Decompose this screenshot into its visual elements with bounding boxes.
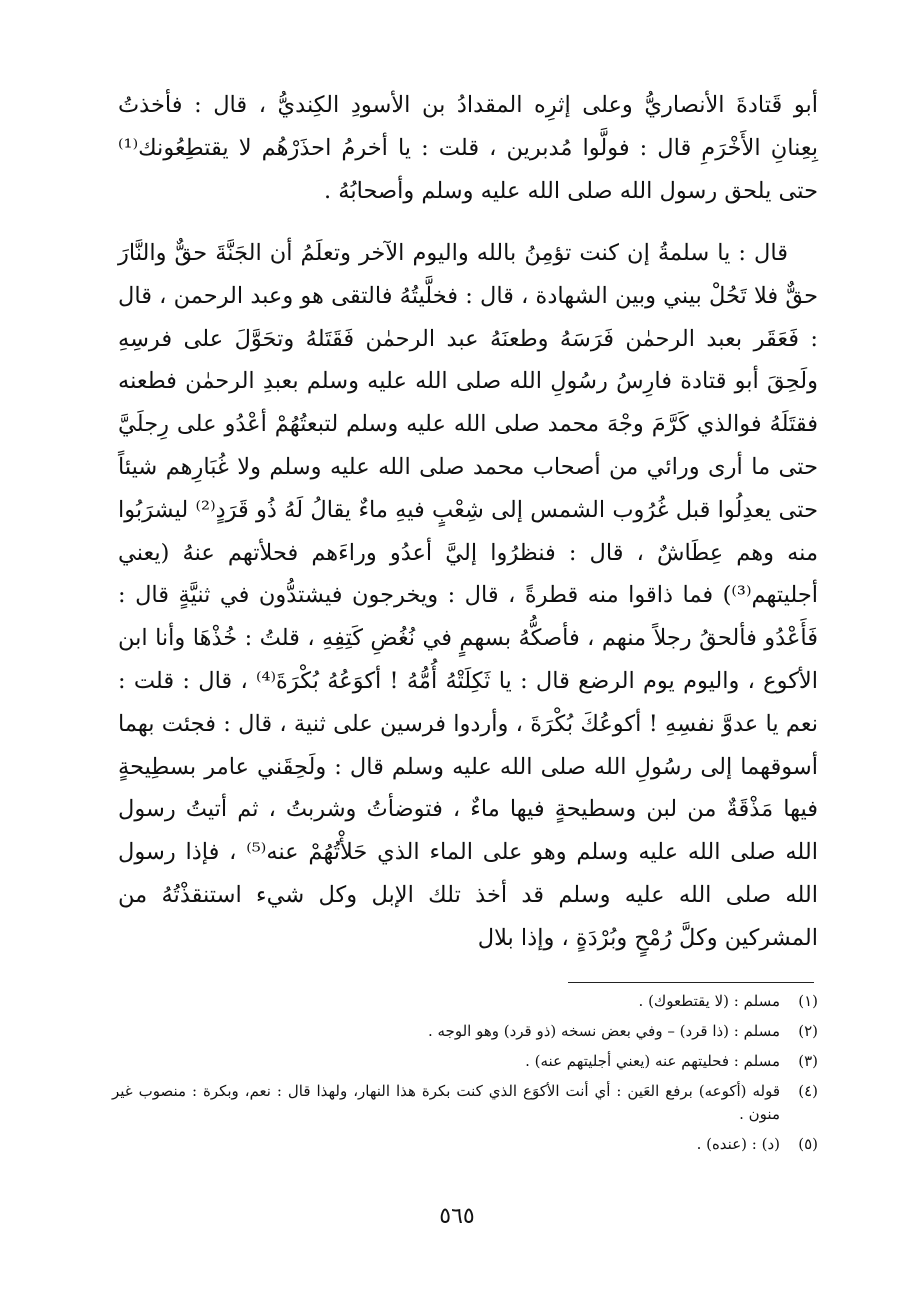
footnote-number: (٤) <box>798 1082 818 1100</box>
footnote-number: (٣) <box>798 1052 818 1070</box>
footnotes-block <box>112 990 818 1163</box>
footnote-3 <box>112 1050 818 1073</box>
footnote-2 <box>112 1020 818 1043</box>
footnote-number: (٢) <box>798 1022 818 1040</box>
footnote-5 <box>112 1133 818 1156</box>
page-number: ٥٦٥ <box>439 1204 475 1229</box>
footnote-separator-rule <box>568 982 814 983</box>
footnote-1 <box>112 990 818 1013</box>
paragraph-2: قال : يا سلمةُ إن كنت تؤمِنُ بالله واليوم الآخر وتعلَمُ أن الجَنَّةَ حقٌّ والنَّارَ حقٌّ فلا تَحُلْ بيني وبين الشهادة ، قال : فخلَّيتُهُ فالتقى هو وعبد الرحمن ، قال : فَعَقَر بعبد الرحمٰن فَرَسَهُ وطعنَهُ عبد الرحمٰن فَقَتَلهُ وتحَوَّلَ على فرسِهِ ولَحِقَ أبو قتادة فارِسُ رسُولِ الله صلى الله عليه وسلم بعبدِ الرحمٰن فطعنه فقتَلَهُ فوالذي كَرَّمَ وجْهَ محمد صلى الله عليه وسلم لتبعتُهُمْ أعْدُو على رِجلَيَّ حتى ما أرى ورائي من أصحاب محمد صلى الله عليه وسلم ولا غُبَارِهم شيئاً حتى يعدِلُوا قبل غُرُوب الشمس إلى شِعْبٍ فيهِ ماءٌ يقالُ لَهُ ذُو قَرَدٍ⁽²⁾ ليشرَبُوا منه وهم عِطَاشٌ ، قال : فنظرُوا إليَّ أعدُو وراءَهم فحلأتهم عنهُ (يعني أجليتهم⁽³⁾) فما ذاقوا منه قطرةً ، قال : ويخرجون فيشتدُّون في ثنيَّةٍ قال : فَأَعْدُو فألحقُ رجلاً منهم ، فأصكُّهُ بسهمٍ في نُغُضِ كَتِفِهِ ، قلتُ : خُذْهَا وأنا ابن الأكوع ، واليوم يوم الرضع قال : يا ثَكِلَتْهُ أُمُّهُ ! أكوَعُهُ بُكْرَةَ⁽⁴⁾ ، قال : قلت : نعم يا عدوَّ نفسِهِ ! أكوعُكَ بُكْرَةَ ، وأردوا فرسين على ثنية ، قال : فجئت بهما أسوقهما إلى رسُولِ الله صلى الله عليه وسلم قال : ولَحِقَني عامر بسطِيحةٍ فيها مَذْقَةٌ من لبن وسطيحةٍ فيها ماءٌ ، فتوضأتُ وشربتُ ، ثم أتيتُ رسول الله صلى الله عليه وسلم وهو على الماء الذي حَلأْتُهُمْ عنه⁽⁵⁾ ، فإذا رسول الله صلى الله عليه وسلم قد أخذ تلك الإبل وكل شيء استنقذْتُهُ من المشركين وكلَّ رُمْحٍ وبُرْدَةٍ ، وإذا بلال <box>118 240 818 951</box>
footnote-text: قوله (أكوعه) برفع العَين : أي أنت الأكوَع الذي كنت بكرة هذا النهار، ولهذا قال : نعم، وبكرة : منصوب غير منون . <box>112 1082 780 1123</box>
footnote-number: (١) <box>798 992 818 1010</box>
footnote-text: (د) : (عنده) . <box>696 1135 780 1153</box>
footnote-text: مسلم : فحليتهم عنه (يعني أجليتهم عنه) . <box>525 1052 780 1070</box>
paragraph-1: أبو قَتادةَ الأنصاريُّ وعلى إثرِه المقدادُ بن الأسودِ الكِنديُّ ، قال : فأخذتُ بِعِنانِ الأَخْرَمِ قال : فولَّوا مُدبرين ، قلت : يا أخرمُ احذَرْهُم لا يقتطِعُونك⁽¹⁾ حتى يلحق رسول الله صلى الله عليه وسلم وأصحابُهُ . <box>118 92 818 204</box>
footnote-number: (٥) <box>798 1135 818 1153</box>
footnote-4 <box>112 1080 818 1126</box>
footnote-text: مسلم : (لا يقتطعوك) . <box>638 992 780 1010</box>
footnote-text: مسلم : (ذا قرد) – وفي بعض نسخه (ذو قرد) وهو الوجه . <box>427 1022 780 1040</box>
